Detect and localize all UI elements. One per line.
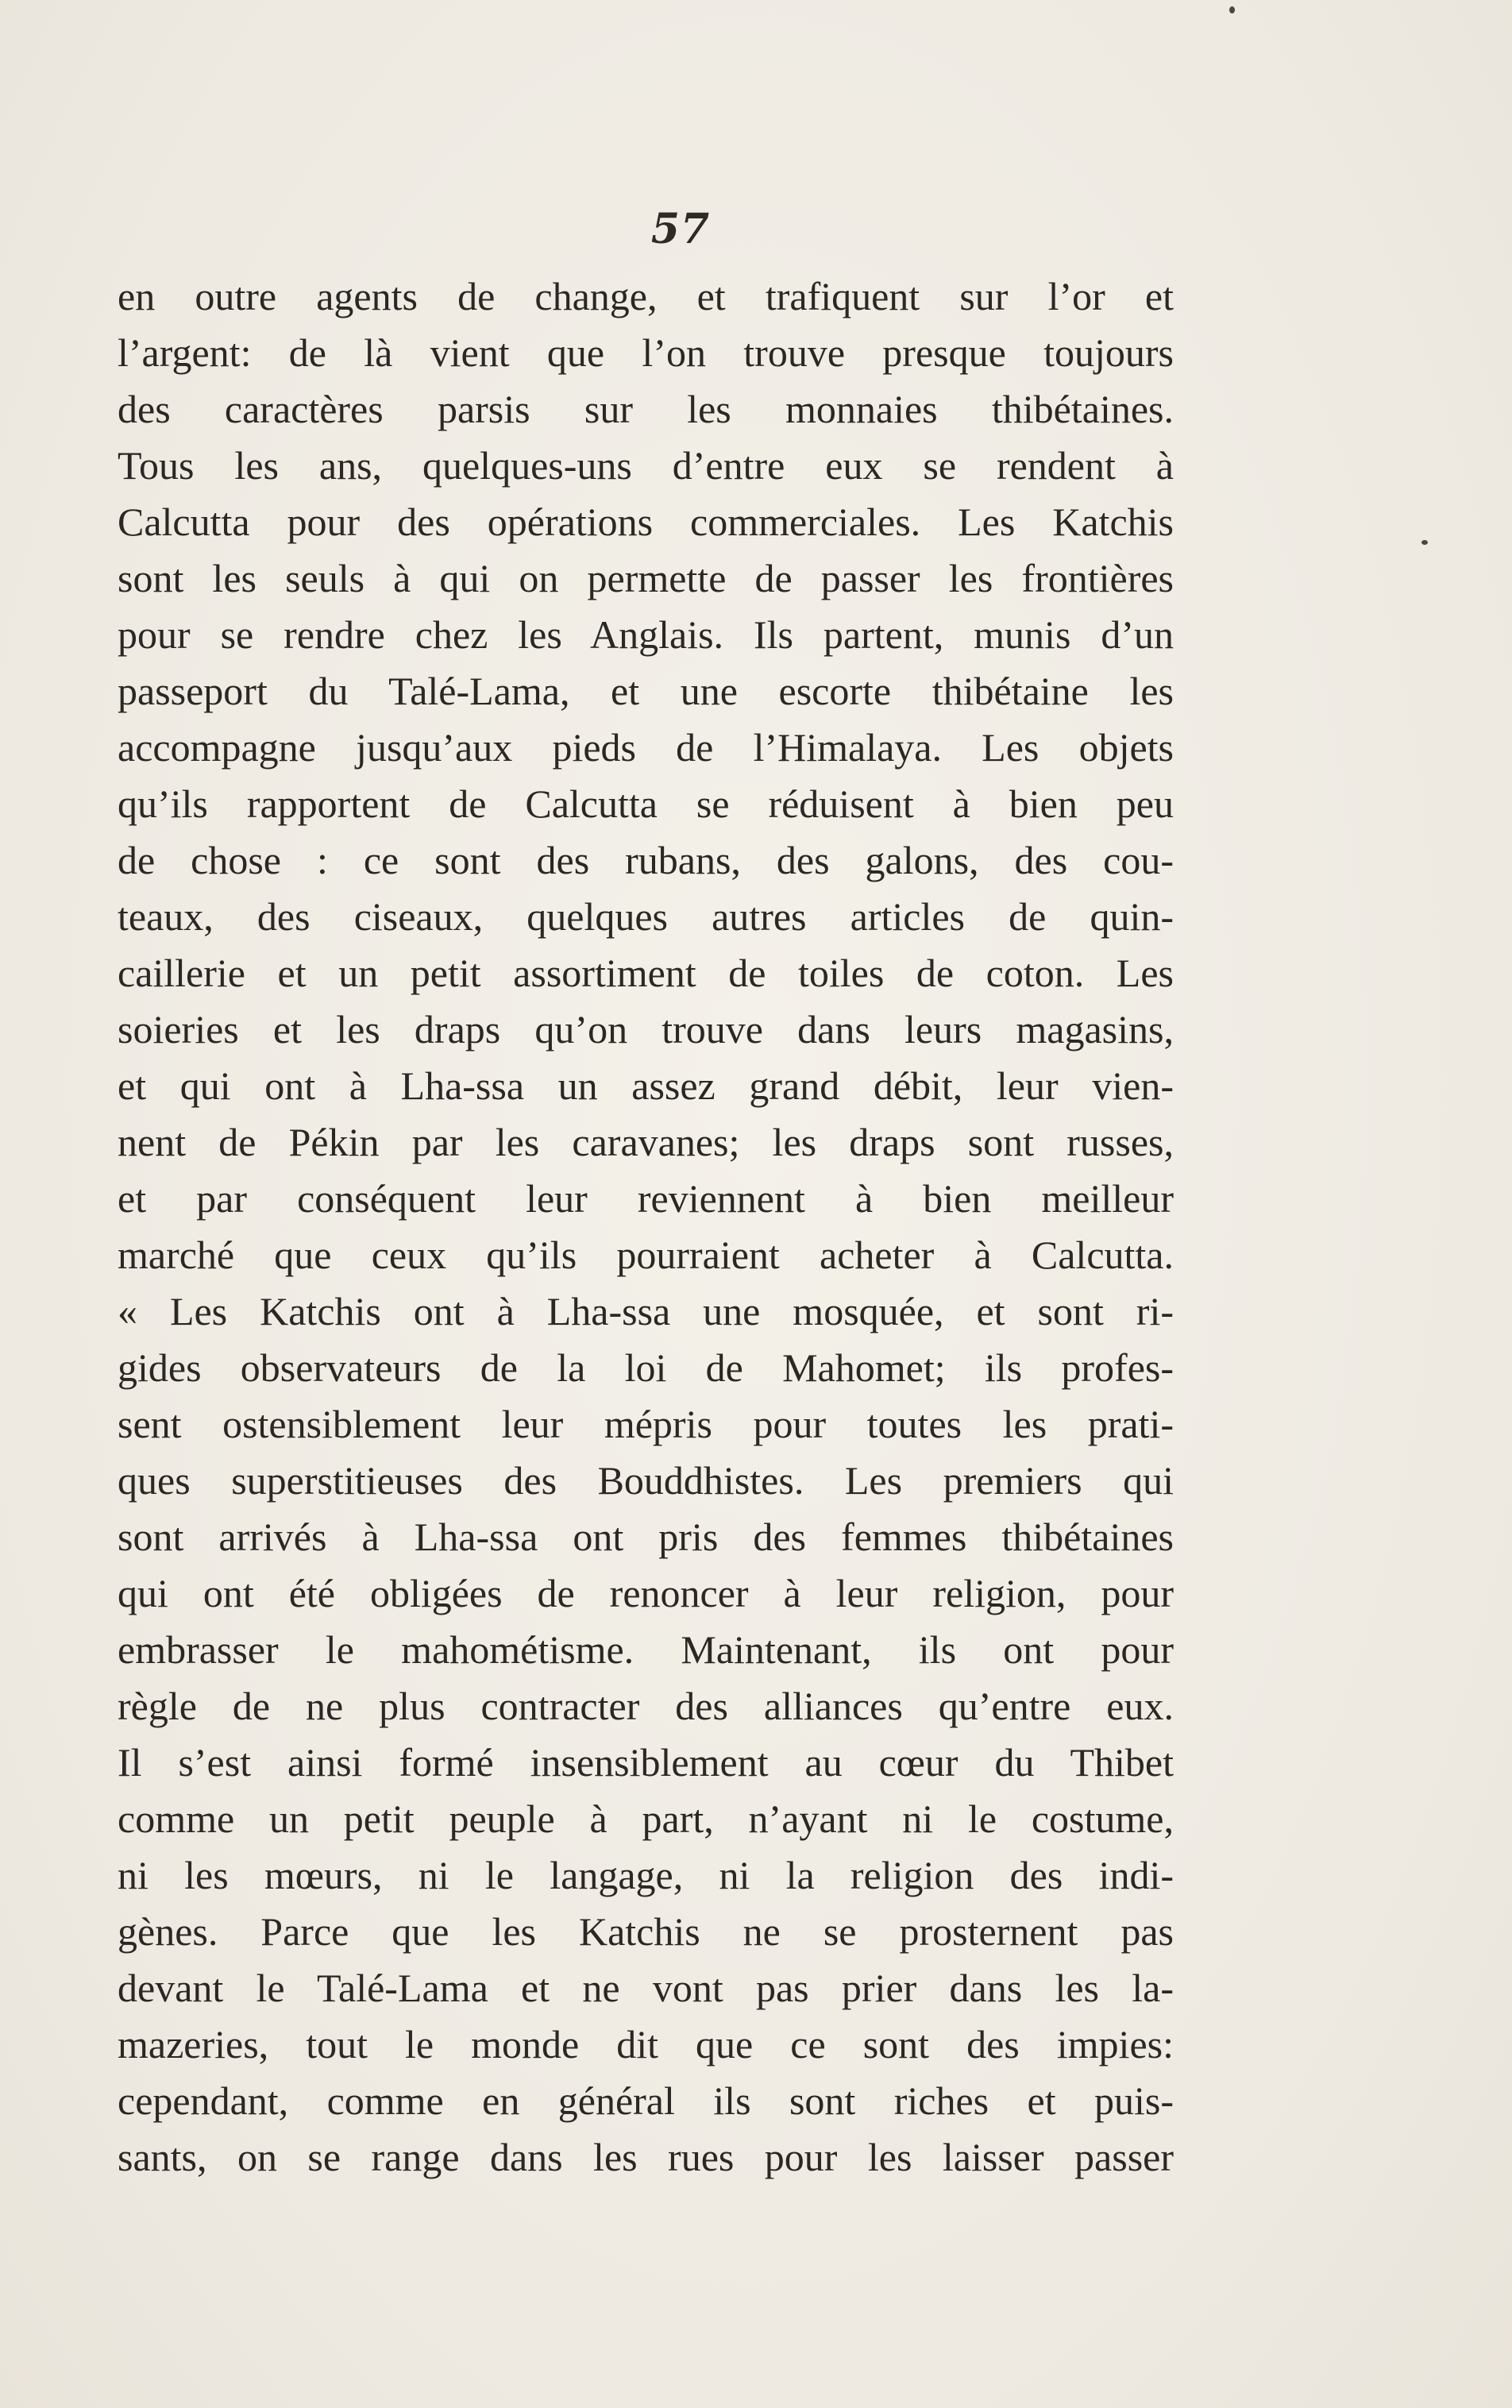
page-number: 57: [650, 205, 711, 253]
text-line: « Les Katchis ont à Lha-ssa une mosquée, et sont ri-: [118, 1289, 1174, 1333]
text-line: l’argent: de là vient que l’on trouve presque toujours: [118, 330, 1174, 375]
text-line: sont les seuls à qui on permette de passer les frontières: [118, 556, 1174, 600]
text-line: sont arrivés à Lha-ssa ont pris des femmes thibétaines: [118, 1515, 1174, 1559]
paper-speck: [1229, 6, 1235, 14]
text-line: mazeries, tout le monde dit que ce sont des impies:: [118, 2022, 1174, 2066]
text-line: passeport du Talé-Lama, et une escorte thibétaine les: [118, 669, 1174, 713]
text-line: nent de Pékin par les caravanes; les draps sont russes,: [118, 1120, 1174, 1164]
text-line: pour se rendre chez les Anglais. Ils partent, munis d’un: [118, 612, 1174, 657]
text-line: et par conséquent leur reviennent à bien meilleur: [118, 1176, 1174, 1221]
text-line: Il s’est ainsi formé insensiblement au cœur du Thibet: [118, 1740, 1174, 1785]
text-line: marché que ceux qu’ils pourraient acheter à Calcutta.: [118, 1233, 1174, 1277]
text-line: qui ont été obligées de renoncer à leur religion, pour: [118, 1571, 1174, 1615]
text-line: sent ostensiblement leur mépris pour toutes les prati-: [118, 1402, 1174, 1446]
text-line: Calcutta pour des opérations commerciales. Les Katchis: [118, 500, 1174, 544]
text-line: sants, on se range dans les rues pour les laisser passer: [118, 2135, 1174, 2179]
text-line: qu’ils rapportent de Calcutta se réduisent à bien peu: [118, 781, 1174, 826]
text-line: règle de ne plus contracter des alliances qu’entre eux.: [118, 1684, 1174, 1728]
text-line: cependant, comme en général ils sont riches et puis-: [118, 2078, 1174, 2123]
paper-speck: [1421, 540, 1428, 545]
text-line: devant le Talé-Lama et ne vont pas prier dans les la-: [118, 1966, 1174, 2010]
text-line: en outre agents de change, et trafiquent sur l’or et: [118, 274, 1174, 318]
text-line: comme un petit peuple à part, n’ayant ni le costume,: [118, 1796, 1174, 1841]
text-line: ni les mœurs, ni le langage, ni la religion des indi-: [118, 1853, 1174, 1897]
body-text: [118, 268, 1174, 2186]
text-line: des caractères parsis sur les monnaies thibétaines.: [118, 387, 1174, 431]
text-line: soieries et les draps qu’on trouve dans leurs magasins,: [118, 1007, 1174, 1052]
text-line: de chose : ce sont des rubans, des galons, des cou-: [118, 838, 1174, 882]
text-line: gènes. Parce que les Katchis ne se prosternent pas: [118, 1909, 1174, 1954]
text-line: Tous les ans, quelques-uns d’entre eux se rendent à: [118, 443, 1174, 488]
text-line: teaux, des ciseaux, quelques autres articles de quin-: [118, 894, 1174, 939]
text-line: ques superstitieuses des Bouddhistes. Les premiers qui: [118, 1458, 1174, 1503]
text-line: embrasser le mahométisme. Maintenant, ils ont pour: [118, 1627, 1174, 1672]
text-line: gides observateurs de la loi de Mahomet; ils profes-: [118, 1345, 1174, 1390]
text-line: accompagne jusqu’aux pieds de l’Himalaya. Les objets: [118, 725, 1174, 770]
text-line: et qui ont à Lha-ssa un assez grand débit, leur vien-: [118, 1063, 1174, 1108]
text-line: caillerie et un petit assortiment de toiles de coton. Les: [118, 951, 1174, 995]
